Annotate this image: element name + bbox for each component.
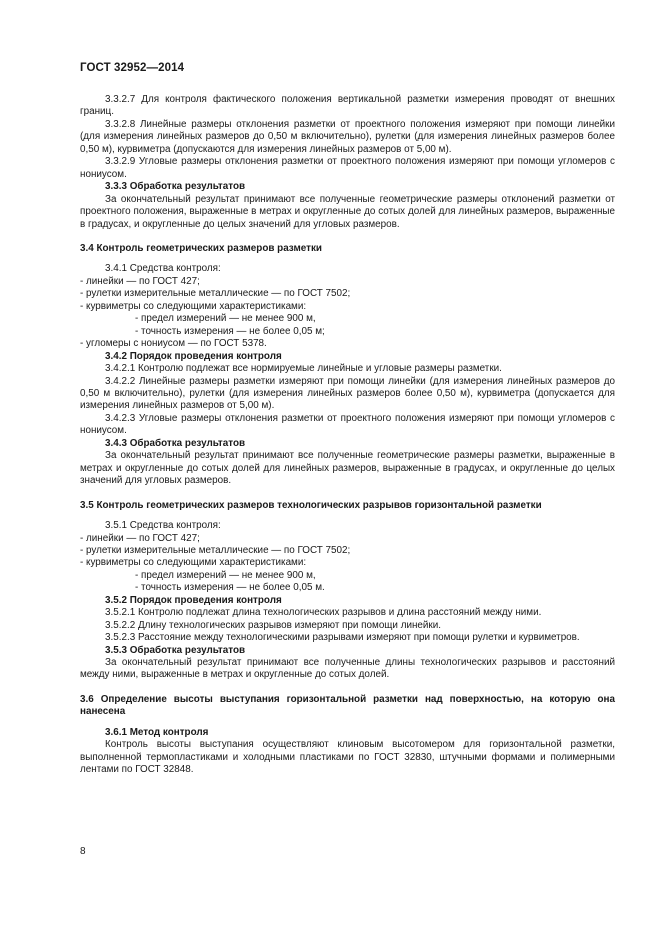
list-item: - курвиметры со следующими характеристиками: — [80, 300, 307, 312]
list-item: - курвиметры со следующими характеристиками: — [80, 557, 307, 569]
section-heading: 3.5 Контроль геометрических размеров технологических разрывов горизонтальной разметки — [80, 499, 542, 511]
list-subitem: - точность измерения — не более 0,05 м. — [135, 582, 325, 594]
list-item: - угломеры с нониусом — по ГОСТ 5378. — [80, 338, 267, 350]
paragraph: 3.4.2.1 Контролю подлежат все нормируемые линейные и угловые размеры разметки. — [105, 363, 502, 375]
paragraph: 3.4.1 Средства контроля: — [105, 263, 221, 275]
paragraph: 3.5.1 Средства контроля: — [105, 520, 221, 532]
list-item: - линейки — по ГОСТ 427; — [80, 275, 200, 287]
section-heading: 3.4 Контроль геометрических размеров разметки — [80, 242, 322, 254]
page-number: 8 — [80, 846, 86, 857]
list-item: - рулетки измерительные металлические — по ГОСТ 7502; — [80, 288, 351, 300]
paragraph: 3.5.2.2 Длину технологических разрывов измеряют при помощи линейки. — [105, 619, 442, 631]
paragraph: За окончательный результат принимают все полученные длины технологических разрывов и расстояний между ними, выраженные в метрах и округленные до сотых долей. — [80, 657, 615, 681]
list-item: - линейки — по ГОСТ 427; — [80, 532, 200, 544]
subsection-heading: 3.3.3 Обработка результатов — [105, 181, 246, 193]
subsection-heading: 3.4.3 Обработка результатов — [105, 437, 246, 449]
section-heading: 3.6 Определение высоты выступания горизонтальной разметки над поверхностью, на которую она нанесена — [80, 693, 615, 718]
paragraph: Контроль высоты выступания осуществляют клиновым высотомером для горизонтальной разметки, выполненной термопластиками и холодными пластиками по ГОСТ 32830, штучными формами и полимерными лентами по ГОСТ 32848. — [80, 739, 615, 776]
paragraph: 3.3.2.7 Для контроля фактического положения вертикальной разметки измерения проводят от внешних границ. — [80, 94, 615, 118]
list-item: - рулетки измерительные металлические — по ГОСТ 7502; — [80, 544, 351, 556]
subsection-heading: 3.5.3 Обработка результатов — [105, 644, 246, 656]
paragraph: 3.3.2.8 Линейные размеры отклонения разметки от проектного положения измеряют при помощи линейки (для измерения линейных размеров до 0,50 м включительно), рулетки (для измерения линейных размеров более 0,50 м), курвиметра (допускаются для измерения линейных размеров от 5,00 м). — [80, 118, 615, 155]
subsection-heading: 3.5.2 Порядок проведения контроля — [105, 594, 282, 606]
paragraph: За окончательный результат принимают все полученные геометрические размеры отклонений разметки от проектного положения, выраженные в метрах и округленные до сотых долей для линейных размеров, выраженные в градусах, и округленные до целых значений для угловых размеров. — [80, 193, 615, 230]
document-body — [80, 94, 615, 777]
paragraph: 3.3.2.9 Угловые размеры отклонения разметки от проектного положения измеряют при помощи угломеров с нониусом. — [80, 156, 615, 180]
subsection-heading: 3.6.1 Метод контроля — [105, 726, 209, 738]
list-subitem: - предел измерений — не менее 900 м, — [135, 569, 316, 581]
page-header-title: ГОСТ 32952—2014 — [80, 62, 185, 74]
list-subitem: - точность измерения — не более 0,05 м; — [135, 325, 325, 337]
subsection-heading: 3.4.2 Порядок проведения контроля — [105, 350, 282, 362]
paragraph: 3.4.2.2 Линейные размеры разметки измеряют при помощи линейки (для измерения линейных размеров до 0,50 м включительно), рулетки (для измерения линейных размеров более 0,50 м), курвиметра (допускается для измерения линейных размеров от 5,00 м). — [80, 375, 615, 412]
paragraph: 3.5.2.1 Контролю подлежат длина технологических разрывов и длина расстояний между ними. — [105, 607, 542, 619]
paragraph: За окончательный результат принимают все полученные геометрические размеры разметки, выраженные в метрах и округленные до сотых долей для линейных размеров, выраженные в градусах, и округленные до целых значений для угловых размеров. — [80, 450, 615, 487]
paragraph: 3.5.2.3 Расстояние между технологическими разрывами измеряют при помощи рулетки и курвиметров. — [105, 632, 580, 644]
paragraph: 3.4.2.3 Угловые размеры отклонения разметки от проектного положения измеряют при помощи угломеров с нониусом. — [80, 412, 615, 437]
list-subitem: - предел измерений — не менее 900 м, — [135, 313, 316, 325]
